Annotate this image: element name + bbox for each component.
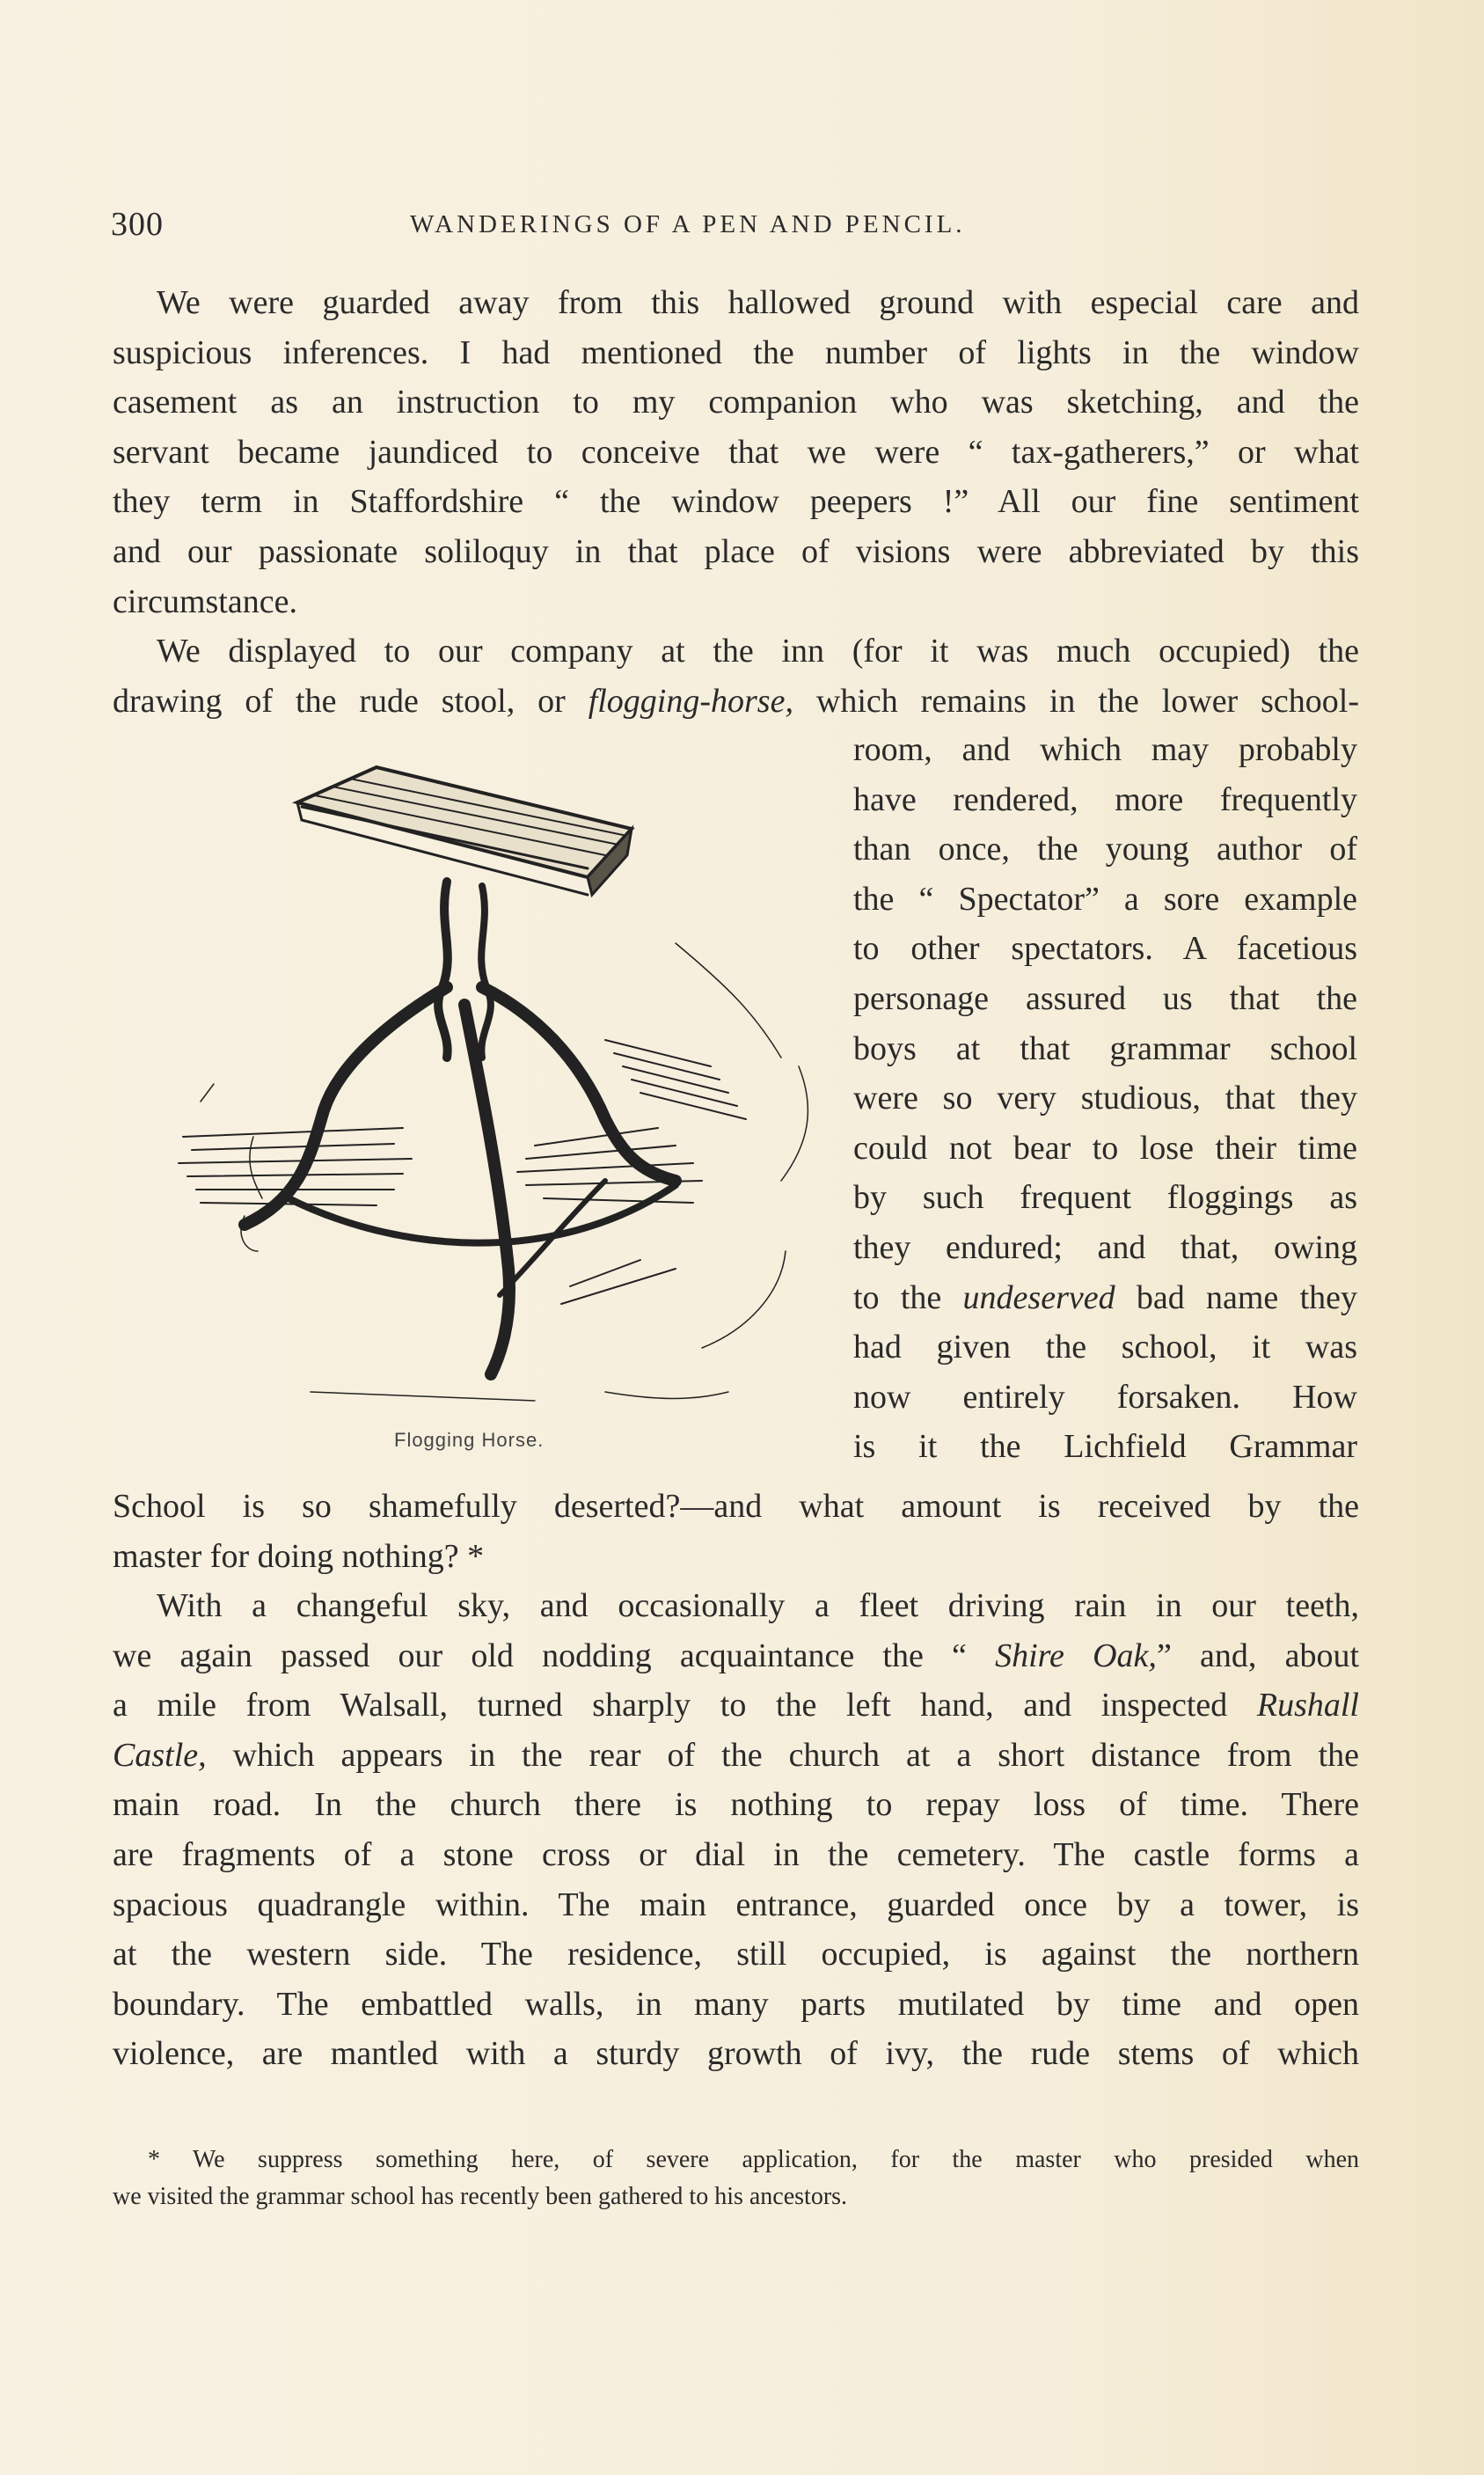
page-number: 300 bbox=[111, 206, 164, 243]
text-line: to other spectators. A facetious bbox=[853, 930, 1357, 968]
text-line: and our passionate soliloquy in that place of visions were abbreviated by this bbox=[113, 532, 1359, 570]
text-line: personage assured us that the bbox=[853, 979, 1357, 1017]
text-line: to the undeserved bad name they bbox=[853, 1278, 1357, 1316]
italic-term: undeserved bbox=[962, 1278, 1115, 1316]
text-line: spacious quadrangle within. The main entrance, guarded once by a tower, is bbox=[113, 1886, 1359, 1923]
footnote-line: we visited the grammar school has recently been gathered to his ancestors. bbox=[113, 2183, 848, 2210]
text-line: We displayed to our company at the inn (for it was much occupied) the bbox=[157, 633, 1359, 670]
paragraph-2-wrap bbox=[853, 725, 1357, 1472]
text-line: a mile from Walsall, turned sharply to the left hand, and inspected Rushall bbox=[113, 1687, 1359, 1724]
text-line: boundary. The embattled walls, in many parts mutilated by time and open bbox=[113, 1985, 1359, 2023]
text-line: suspicious inferences. I had mentioned the number of lights in the window bbox=[113, 333, 1359, 371]
text-line: were so very studious, that they bbox=[853, 1080, 1357, 1117]
text-line: room, and which may probably bbox=[853, 731, 1357, 768]
paragraph-2-start bbox=[113, 626, 1359, 726]
text-line: School is so shamefully deserted?—and what amount is received by the bbox=[113, 1488, 1359, 1525]
text-line: now entirely forsaken. How bbox=[853, 1378, 1357, 1416]
text-line: master for doing nothing? * bbox=[113, 1537, 485, 1575]
text-line: they endured; and that, owing bbox=[853, 1228, 1357, 1266]
text-line: casement as an instruction to my companion who was sketching, and the bbox=[113, 384, 1359, 421]
text-line: we again passed our old nodding acquaintance the “ Shire Oak,” and, about bbox=[113, 1637, 1359, 1674]
text-line: drawing of the rude stool, or flogging-horse, which remains in the lower school- bbox=[113, 682, 1359, 720]
text-line: the “ Spectator” a sore example bbox=[853, 880, 1357, 918]
text-line: than once, the young author of bbox=[853, 831, 1357, 868]
italic-term: Rushall bbox=[1256, 1687, 1359, 1724]
text-line: servant became jaundiced to conceive that we were “ tax-gatherers,” or what bbox=[113, 433, 1359, 471]
text-line: at the western side. The residence, still occupied, is against the northern bbox=[113, 1936, 1359, 1973]
text-line: boys at that grammar school bbox=[853, 1029, 1357, 1067]
flogging-horse-illustration bbox=[113, 723, 843, 1427]
footnote bbox=[113, 2142, 1359, 2215]
text-line: main road. In the church there is nothing to repay loss of time. There bbox=[113, 1786, 1359, 1824]
text-line: Castle, which appears in the rear of the church at a short distance from the bbox=[113, 1736, 1359, 1774]
text-line: they term in Staffordshire “ the window peepers !” All our fine sentiment bbox=[113, 483, 1359, 521]
text-line: violence, are mantled with a sturdy growth of ivy, the rude stems of which bbox=[113, 2035, 1359, 2073]
text-line: circumstance. bbox=[113, 582, 297, 620]
text-line: had given the school, it was bbox=[853, 1329, 1357, 1366]
italic-term: Castle, bbox=[113, 1736, 207, 1774]
text-line: by such frequent floggings as bbox=[853, 1179, 1357, 1217]
text-line: are fragments of a stone cross or dial in the cemetery. The castle forms a bbox=[113, 1835, 1359, 1873]
text-line: is it the Lichfield Grammar bbox=[853, 1428, 1357, 1466]
figure-flogging-horse bbox=[113, 723, 843, 1480]
figure-caption: Flogging Horse. bbox=[394, 1429, 545, 1451]
text-line: have rendered, more frequently bbox=[853, 780, 1357, 818]
running-title: WANDERINGS OF A PEN AND PENCIL. bbox=[410, 210, 966, 238]
paragraph-2-end bbox=[113, 1482, 1359, 1581]
italic-term: Shire Oak, bbox=[995, 1637, 1157, 1674]
text-line: could not bear to lose their time bbox=[853, 1129, 1357, 1167]
paragraph-1 bbox=[113, 278, 1359, 626]
text-line: We were guarded away from this hallowed ground with especial care and bbox=[157, 284, 1359, 321]
text-line: With a changeful sky, and occasionally a fleet driving rain in our teeth, bbox=[157, 1587, 1359, 1624]
italic-term: flogging-horse, bbox=[588, 682, 793, 720]
running-head bbox=[111, 205, 1360, 249]
paragraph-3 bbox=[113, 1581, 1359, 2079]
footnote-line: * We suppress something here, of severe application, for the master who presided when bbox=[148, 2146, 1359, 2173]
